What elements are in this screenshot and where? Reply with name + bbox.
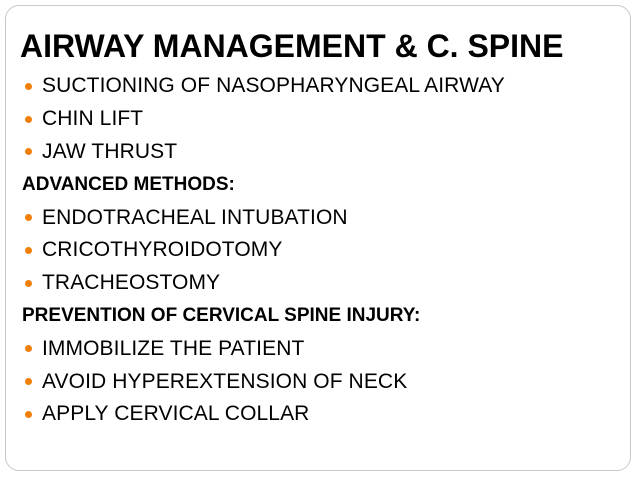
list-item-label: JAW THRUST xyxy=(42,139,178,163)
list-item-label: APPLY CERVICAL COLLAR xyxy=(42,402,310,426)
list-item-label: ENDOTRACHEAL INTUBATION xyxy=(42,205,348,229)
list-item-label: SUCTIONING OF NASOPHARYNGEAL AIRWAY xyxy=(42,74,505,98)
list-item xyxy=(24,267,624,300)
list-item xyxy=(24,398,624,431)
list-item xyxy=(24,70,624,103)
list-item-label: IMMOBILIZE THE PATIENT xyxy=(42,336,305,360)
bullet-dot-icon xyxy=(25,280,32,287)
list-item xyxy=(24,201,624,234)
list-item-label: AVOID HYPEREXTENSION OF NECK xyxy=(42,369,408,393)
bullet-dot-icon xyxy=(25,247,32,254)
list-item-label: CRICOTHYROIDOTOMY xyxy=(42,238,283,262)
list-item xyxy=(24,136,624,169)
bullet-dot-icon xyxy=(25,83,32,90)
list-item xyxy=(24,234,624,267)
bullet-dot-icon xyxy=(25,214,32,221)
bullet-dot-icon xyxy=(25,411,32,418)
section-heading xyxy=(24,168,624,201)
section-heading-label: ADVANCED METHODS: xyxy=(22,173,235,195)
bullet-dot-icon xyxy=(25,345,32,352)
list-item xyxy=(24,103,624,136)
bullet-dot-icon xyxy=(25,378,32,385)
list-item xyxy=(24,332,624,365)
section-heading-label: PREVENTION OF CERVICAL SPINE INJURY: xyxy=(22,304,421,326)
list-item xyxy=(24,365,624,398)
bullet-dot-icon xyxy=(25,148,32,155)
section-heading xyxy=(24,300,624,333)
slide-title: AIRWAY MANAGEMENT & C. SPINE xyxy=(20,28,564,64)
list-item-label: CHIN LIFT xyxy=(42,107,144,131)
slide-content xyxy=(24,70,624,431)
bullet-dot-icon xyxy=(25,116,32,123)
list-item-label: TRACHEOSTOMY xyxy=(42,271,221,295)
